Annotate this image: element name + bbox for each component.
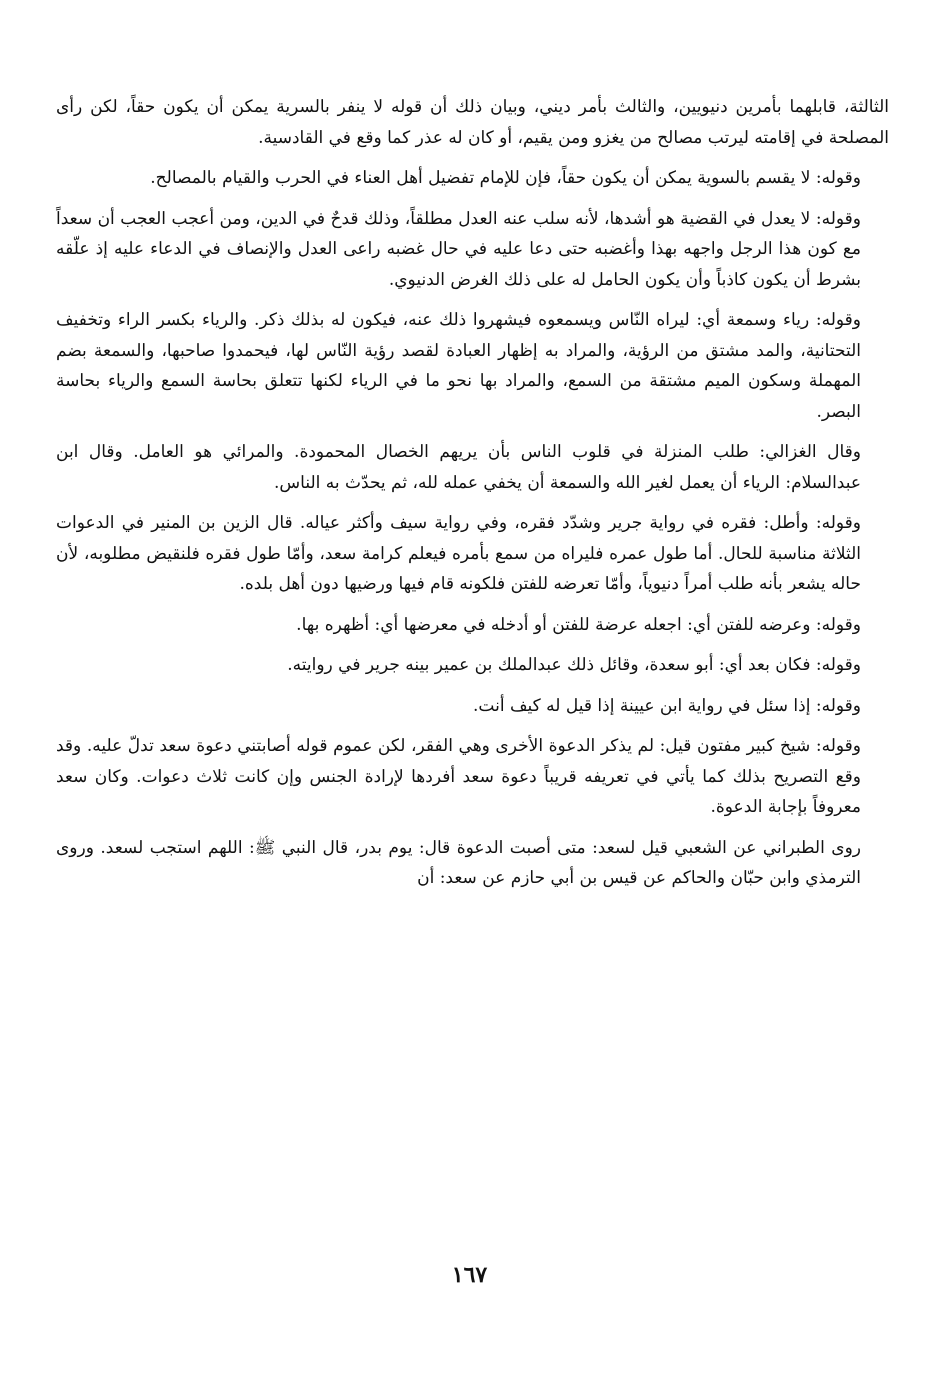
paragraph-3: وقوله: لا يعدل في القضية هو أشدها، لأنه سلب عنه العدل مطلقاً، وذلك قدحٌ في الدين، ومن أعجب العجب أن سعداً مع كون هذا الرجل واجهه بهذا وأغضبه حتى دعا عليه في حال غضبه راعى العدل والإنصاف في الدعاء عليه إذ علّقه بشرط أن يكون كاذباً وأن يكون الحامل له على ذلك الغرض الدنيوي. — [56, 208, 861, 290]
paragraph-11: روى الطبراني عن الشعبي قيل لسعد: متى أصبت الدعوة قال: يوم بدر، قال النبي ﷺ: اللهم استجب لسعد. وروى الترمذي وابن حبّان والحاكم عن قيس بن أبي حازم عن سعد: أن — [56, 837, 861, 888]
paragraph-4: وقوله: رياء وسمعة أي: ليراه النّاس ويسمعوه فيشهروا ذلك عنه، فيكون له بذلك ذكر. والرياء بكسر الراء وتخفيف التحتانية، والمد مشتق من الرؤية، والمراد به إظهار العبادة لقصد رؤية النّاس لها، فيحمدوا صاحبها، والسمعة بضم المهملة وسكون الميم مشتقة من السمع، والمراد بها نحو ما في الرياء لكنها تتعلق بحاسة السمع والرياء بحاسة البصر. — [56, 310, 861, 422]
paragraph-8: وقوله: فكان بعد أي: أبو سعدة، وقائل ذلك عبدالملك بن عمير بينه جرير في روايته. — [287, 655, 861, 675]
page-body-text — [56, 92, 889, 904]
paragraph-9: وقوله: إذا سئل في رواية ابن عيينة إذا قيل له كيف أنت. — [473, 695, 861, 716]
paragraph-6: وقوله: وأطل: فقره في رواية جرير وشدّد فقره، وفي رواية سيف وأكثر عياله. قال الزين بن المنير في الدعوات الثلاثة مناسبة للحال. أما طول عمره فليراه من سمع بأمره فيعلم كرامة سعد، وأمّا طول فقره فلنقيض مطلوبه، لأن حاله يشعر بأنه طلب أمراً دنيوياً، وأمّا تعرضه للفتن فلكونه قام فيها ورضيها دون أهل بلده. — [56, 513, 861, 594]
paragraph-5: وقال الغزالي: طلب المنزلة في قلوب الناس بأن يريهم الخصال المحمودة. والمرائي هو العامل. وقال ابن عبدالسلام: الرياء أن يعمل لغير الله والسمعة أن يخفي عمله لله، ثم يحدّث به الناس. — [56, 442, 861, 493]
paragraph-2: وقوله: لا يقسم بالسوية يمكن أن يكون حقاً، فإن للإمام تفضيل أهل العناء في الحرب والقيام بالمصالح. — [150, 168, 861, 188]
paragraph-1: الثالثة، قابلهما بأمرين دنيويين، والثالث بأمر ديني، وبيان ذلك أن قوله لا ينفر بالسرية يمكن أن يكون حقاً، لكن رأى المصلحة في إقامته ليرتب مصالح من يغزو ومن يقيم، أو كان له عذر كما وقع في القادسية. — [56, 97, 889, 148]
paragraph-7: وقوله: وعرضه للفتن أي: اجعله عرضة للفتن أو أدخله في معرضها أي: أظهره بها. — [296, 614, 861, 635]
paragraph-10: وقوله: شيخ كبير مفتون قيل: لم يذكر الدعوة الأخرى وهي الفقر، لكن عموم قوله أصابتني دعوة سعد تدلّ عليه. وقد وقع التصريح بذلك كما يأتي في تعريفه قريباً دعوة سعد أفردها لإرادة الجنس وإن كانت ثلاث دعوات. وكان سعد معروفاً بإجابة الدعوة. — [56, 736, 861, 817]
page-number: ١٦٧ — [451, 1262, 488, 1288]
